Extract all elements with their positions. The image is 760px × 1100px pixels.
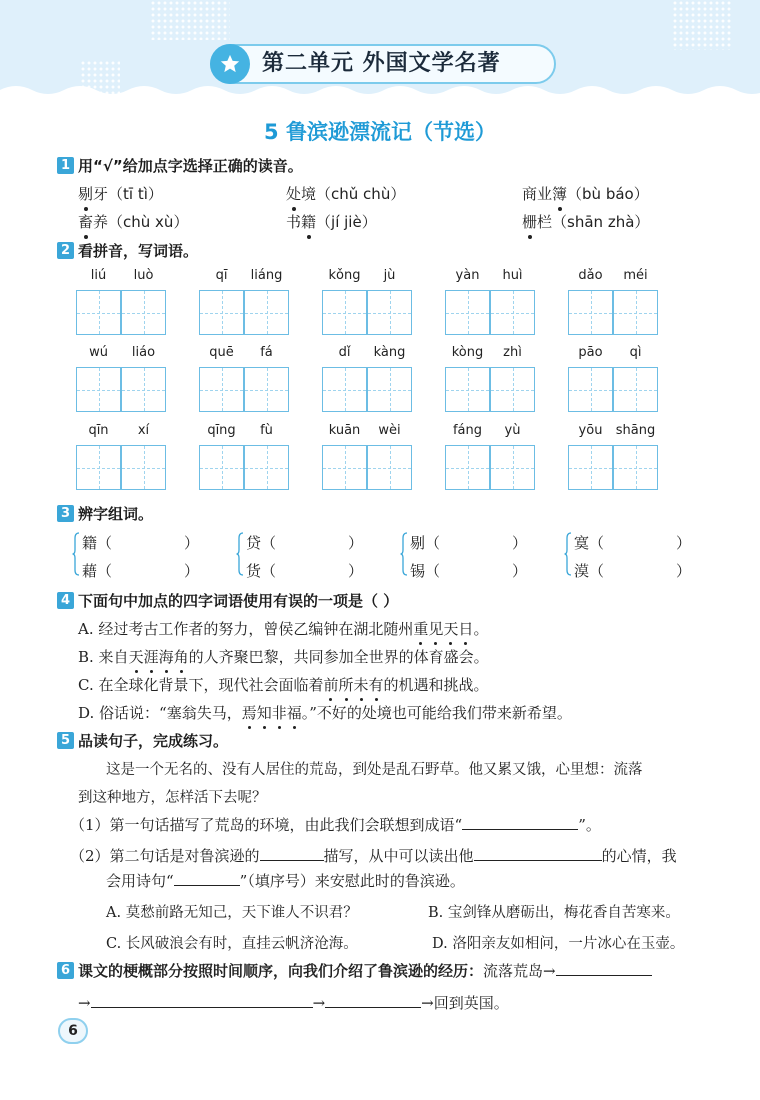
writing-box[interactable] [322, 367, 367, 412]
wave-edge [0, 82, 760, 100]
pinyin-syllable: yōu [578, 423, 603, 438]
writing-box[interactable] [76, 445, 121, 490]
writing-box[interactable] [490, 367, 535, 412]
dotted-char: 天 [128, 648, 144, 666]
pinyin-syllable: fá [260, 345, 273, 360]
writing-box[interactable] [199, 445, 244, 490]
pinyin-label [568, 345, 658, 363]
question-number: 6 [57, 962, 74, 979]
dotted-char: 非 [271, 704, 287, 722]
pinyin-syllable: liáng [250, 268, 283, 283]
writing-box[interactable] [76, 290, 121, 335]
pinyin-syllable: pāo [578, 345, 603, 360]
q5-choice-d[interactable]: D. 洛阳亲友如相问，一片冰心在玉壶。 [432, 936, 685, 952]
pinyin-label [76, 423, 166, 441]
dotted-char: 涯 [143, 648, 159, 666]
q1-item: 处境（chǔ chù） [286, 185, 406, 203]
pinyin-syllable: wú [89, 345, 108, 360]
pinyin-label [445, 268, 535, 286]
pinyin-label [568, 423, 658, 441]
dotted-char: 未 [353, 676, 369, 694]
pinyin-syllable: kuān [328, 423, 361, 438]
writing-box[interactable] [367, 290, 412, 335]
q4-option-d: D. 俗话说：“塞翁失马，焉知非福。”不好的处境也可能给我们带来新希望。 [78, 704, 572, 722]
question-prompt: 辨字组词。 [78, 505, 154, 523]
q3-item[interactable]: 藉（ ） [82, 562, 200, 580]
pinyin-syllable: qī [215, 268, 228, 283]
dotted-char: 前 [323, 676, 339, 694]
q1-item: 剔牙（tī tì） [78, 185, 163, 203]
q3-item[interactable]: 剔（ ） [410, 534, 528, 552]
pinyin-syllable: kǒng [328, 268, 361, 283]
pinyin-label [76, 345, 166, 363]
q5-choice-c[interactable]: C. 长风破浪会有时，直挂云帆济沧海。 [106, 936, 358, 952]
brace-icon [236, 532, 244, 576]
writing-box[interactable] [613, 445, 658, 490]
q3-item[interactable]: 货（ ） [246, 562, 364, 580]
pinyin-label [199, 268, 289, 286]
q3-item[interactable]: 漠（ ） [574, 562, 692, 580]
q5-sub1: （1）第一句话描写了荒岛的环境，由此我们会联想到成语“ ”。 [70, 816, 601, 834]
writing-box[interactable] [244, 290, 289, 335]
answer-blank[interactable] [474, 847, 602, 861]
pinyin-label [568, 268, 658, 286]
answer-blank[interactable] [462, 816, 578, 830]
pinyin-syllable: xí [137, 423, 150, 438]
q1-item: 书籍（jí jiè） [286, 213, 377, 231]
writing-box[interactable] [445, 290, 490, 335]
pinyin-label [445, 423, 535, 441]
pinyin-syllable: shāng [615, 423, 656, 438]
question-prompt: 看拼音，写词语。 [78, 242, 199, 260]
q5-sub2-line2: 会用诗句“ ”（填序号）来安慰此时的鲁滨逊。 [106, 872, 465, 890]
q4-option-a: A. 经过考古工作者的努力，曾侯乙编钟在湖北随州重见天日。 [78, 620, 489, 638]
question-prompt: 用“√”给加点字选择正确的读音。 [78, 157, 303, 175]
writing-box[interactable] [199, 290, 244, 335]
lesson-title: 5 鲁滨逊漂流记（节选） [264, 120, 496, 144]
writing-box[interactable] [199, 367, 244, 412]
writing-box[interactable] [445, 445, 490, 490]
pinyin-syllable: fù [260, 423, 273, 438]
writing-box[interactable] [445, 367, 490, 412]
q3-item[interactable]: 贷（ ） [246, 534, 364, 552]
passage-line: 这是一个无名的、没有人居住的荒岛，到处是乱石野草。他又累又饿，心里想：流落 [106, 762, 643, 778]
writing-box[interactable] [121, 445, 166, 490]
q4-option-b: B. 来自天涯海角的人齐聚巴黎，共同参加全世界的体育盛会。 [78, 648, 489, 666]
pinyin-syllable: dǎo [578, 268, 603, 283]
brace-icon [564, 532, 572, 576]
page-number: 6 [58, 1018, 88, 1044]
pinyin-label [322, 268, 412, 286]
q3-item[interactable]: 籍（ ） [82, 534, 200, 552]
writing-box[interactable] [322, 290, 367, 335]
brace-icon [72, 532, 80, 576]
dotted-idiom [129, 648, 189, 666]
pinyin-syllable: wèi [378, 423, 401, 438]
dotted-char: 知 [256, 704, 272, 722]
pinyin-syllable: kòng [451, 345, 484, 360]
unit-title: 第二单元 外国文学名著 [262, 51, 501, 76]
writing-box[interactable] [568, 290, 613, 335]
writing-box[interactable] [244, 445, 289, 490]
q5-choice-a[interactable]: A. 莫愁前路无知己，天下谁人不识君？ [106, 905, 358, 921]
q6-line1: 课文的梗概部分按照时间顺序，向我们介绍了鲁滨逊的经历：流落荒岛→ [78, 960, 652, 981]
question-number: 3 [57, 505, 74, 522]
writing-box[interactable] [568, 445, 613, 490]
pinyin-syllable: jù [383, 268, 396, 283]
writing-box[interactable] [76, 367, 121, 412]
pinyin-syllable: méi [623, 268, 648, 283]
writing-box[interactable] [613, 290, 658, 335]
q3-item[interactable]: 锡（ ） [410, 562, 528, 580]
pinyin-label [76, 268, 166, 286]
q5-choice-b[interactable]: B. 宝剑锋从磨砺出，梅花香自苦寒来。 [428, 905, 680, 921]
writing-box[interactable] [490, 445, 535, 490]
dotted-char: 天 [443, 620, 459, 638]
question-number: 2 [57, 242, 74, 259]
dotted-char: 角 [173, 648, 189, 666]
pinyin-syllable: fáng [452, 423, 483, 438]
q1-item: 栅栏（shān zhà） [522, 213, 650, 231]
pinyin-syllable: yù [504, 423, 521, 438]
writing-box[interactable] [613, 367, 658, 412]
dotted-idiom [242, 704, 302, 722]
answer-blank[interactable] [556, 962, 652, 976]
question-number: 4 [57, 592, 74, 609]
q6-line2: → → →回到英国。 [78, 994, 509, 1012]
question-number: 1 [57, 157, 74, 174]
answer-blank[interactable] [325, 994, 421, 1008]
writing-box[interactable] [367, 445, 412, 490]
dotted-char: 有 [368, 676, 384, 694]
dotted-idiom [323, 676, 383, 694]
q1-item: 商业簿（bù báo） [522, 185, 649, 203]
decor-dots [672, 0, 732, 50]
dotted-char: 福 [286, 704, 302, 722]
question-number: 5 [57, 732, 74, 749]
pinyin-syllable: qīn [88, 423, 109, 438]
dotted-char: 焉 [241, 704, 257, 722]
writing-box[interactable] [322, 445, 367, 490]
q3-item[interactable]: 寞（ ） [574, 534, 692, 552]
pinyin-syllable: quē [209, 345, 234, 360]
dotted-char: 日 [458, 620, 474, 638]
q5-sub2-line1: （2）第二句话是对鲁滨逊的 描写，从中可以读出他 的心情，我 [70, 847, 677, 865]
passage-line: 到这种地方，怎样活下去呢？ [78, 790, 267, 806]
q1-item: 畜养（chù xù） [78, 213, 189, 231]
pinyin-syllable: qīng [207, 423, 236, 438]
writing-box[interactable] [367, 367, 412, 412]
pinyin-syllable: luò [133, 268, 154, 283]
pinyin-syllable: dǐ [338, 345, 351, 360]
writing-box[interactable] [568, 367, 613, 412]
pinyin-syllable: qì [629, 345, 642, 360]
pinyin-syllable: huì [502, 268, 523, 283]
q4-option-c: C. 在全球化背景下，现代社会面临着前所未有的机遇和挑战。 [78, 676, 489, 694]
dotted-char: 见 [428, 620, 444, 638]
answer-blank[interactable] [174, 872, 240, 886]
pinyin-syllable: yàn [455, 268, 480, 283]
pinyin-label [199, 345, 289, 363]
writing-box[interactable] [121, 290, 166, 335]
pinyin-syllable: liú [90, 268, 107, 283]
brace-icon [400, 532, 408, 576]
question-prompt: 品读句子，完成练习。 [78, 732, 229, 750]
question-prompt: 下面句中加点的四字词语使用有误的一项是（ ） [78, 592, 399, 610]
dotted-char: 重 [413, 620, 429, 638]
answer-blank[interactable] [91, 994, 313, 1008]
dotted-char: 海 [158, 648, 174, 666]
decor-dots [150, 0, 230, 40]
star-icon [210, 44, 250, 84]
dotted-idiom [413, 620, 473, 638]
pinyin-syllable: kàng [373, 345, 406, 360]
pinyin-syllable: liáo [131, 345, 156, 360]
dotted-char: 所 [338, 676, 354, 694]
pinyin-label [322, 423, 412, 441]
writing-box[interactable] [121, 367, 166, 412]
writing-box[interactable] [490, 290, 535, 335]
pinyin-label [322, 345, 412, 363]
pinyin-syllable: zhì [503, 345, 522, 360]
writing-box[interactable] [244, 367, 289, 412]
pinyin-label [445, 345, 535, 363]
pinyin-label [199, 423, 289, 441]
answer-blank[interactable] [260, 847, 324, 861]
